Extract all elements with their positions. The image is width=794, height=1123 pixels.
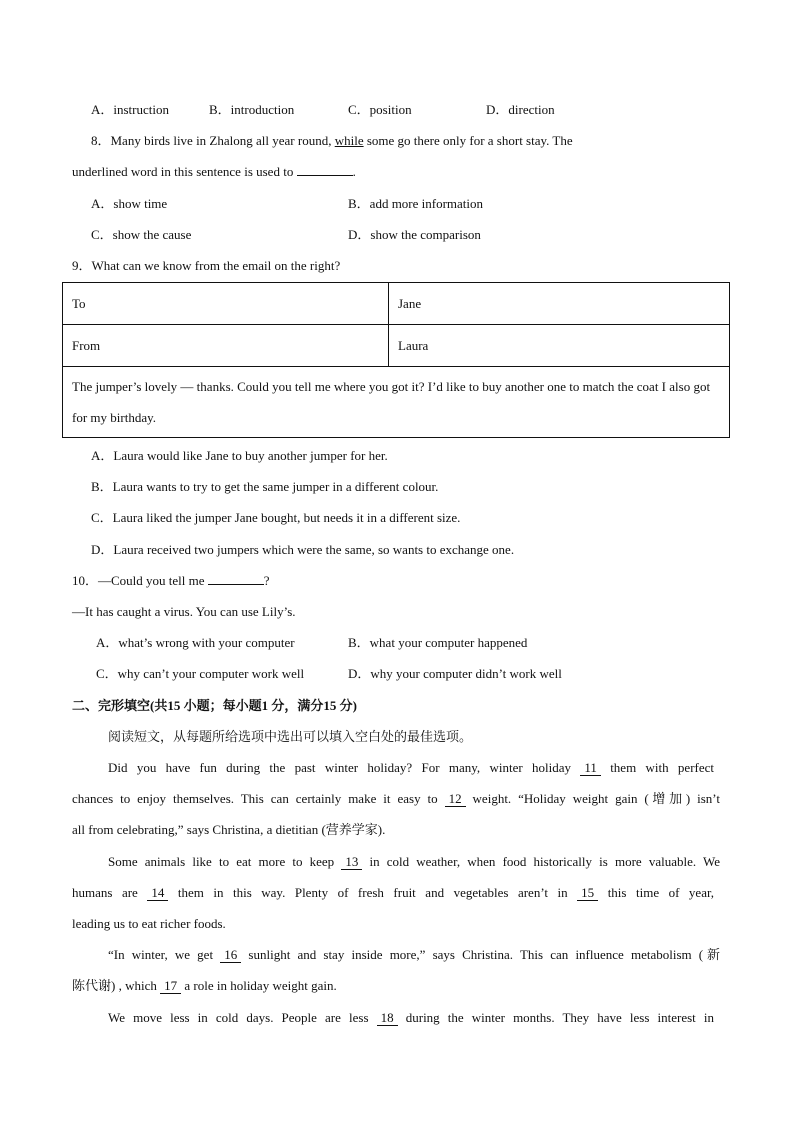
- q8-option-c[interactable]: C．show the cause: [91, 227, 192, 242]
- passage-line: humans are 14 them in this way. Plenty of fresh fruit and vegetables aren’t in 15 this time of year,: [72, 885, 715, 900]
- email-to-label: To: [63, 283, 389, 325]
- q8-option-d[interactable]: D．show the comparison: [348, 227, 481, 242]
- blank-13[interactable]: 13: [341, 855, 362, 870]
- passage-line: all from celebrating,” says Christina, a dietitian (营养学家).: [72, 822, 386, 837]
- blank-17[interactable]: 17: [160, 979, 181, 994]
- passage-line: chances to enjoy themselves. This can certainly make it easy to 12 weight. “Holiday weight gain (增加) isn’t: [72, 791, 720, 806]
- blank-18[interactable]: 18: [377, 1011, 398, 1026]
- q8-option-b[interactable]: B．add more information: [348, 196, 484, 211]
- q10-option-d[interactable]: D．why your computer didn’t work well: [348, 666, 562, 681]
- email-from-value: Laura: [389, 325, 730, 367]
- q8-stem: 8．Many birds live in Zhalong all year round, while some go there only for a short stay. The: [91, 133, 573, 148]
- q10-stem: 10．—Could you tell me ?: [72, 573, 270, 588]
- blank-16[interactable]: 16: [220, 948, 241, 963]
- blank-15[interactable]: 15: [577, 886, 598, 901]
- passage-line: Some animals like to eat more to keep 13 in cold weather, when food historically is more valuable. We: [108, 854, 721, 869]
- email-from-label: From: [63, 325, 389, 367]
- q9-option-a[interactable]: A．Laura would like Jane to buy another jumper for her.: [91, 448, 388, 463]
- answer-blank: [297, 175, 353, 176]
- underlined-word: while: [334, 133, 364, 148]
- q7-option-b[interactable]: B．introduction: [209, 102, 295, 117]
- passage-line: 陈代谢) , which 17 a role in holiday weight gain.: [72, 978, 337, 993]
- q7-option-c[interactable]: C．position: [348, 102, 412, 117]
- blank-12[interactable]: 12: [445, 792, 466, 807]
- email-body: The jumper’s lovely — thanks. Could you tell me where you got it? I’d like to buy another one to match the coat I also got for my birthday.: [63, 367, 730, 438]
- q10-option-b[interactable]: B．what your computer happened: [348, 635, 528, 650]
- answer-blank: [208, 584, 264, 585]
- q8-stem-line2: underlined word in this sentence is used to .: [72, 164, 356, 179]
- blank-14[interactable]: 14: [147, 886, 168, 901]
- q9-stem: 9．What can we know from the email on the right?: [72, 258, 341, 273]
- q9-option-d[interactable]: D．Laura received two jumpers which were the same, so wants to exchange one.: [91, 542, 515, 557]
- passage-line: We move less in cold days. People are less 18 during the winter months. They have less interest in: [108, 1010, 714, 1025]
- q9-option-b[interactable]: B．Laura wants to try to get the same jumper in a different colour.: [91, 479, 439, 494]
- section-instruction: 阅读短文，从每题所给选项中选出可以填入空白处的最佳选项。: [108, 729, 473, 744]
- passage-line: leading us to eat richer foods.: [72, 916, 226, 931]
- q9-option-c[interactable]: C．Laura liked the jumper Jane bought, but needs it in a different size.: [91, 510, 461, 525]
- q10-option-c[interactable]: C．why can’t your computer work well: [96, 666, 305, 681]
- q8-option-a[interactable]: A．show time: [91, 196, 168, 211]
- email-to-value: Jane: [389, 283, 730, 325]
- q7-option-a[interactable]: A．instruction: [91, 102, 169, 117]
- section-heading: 二、完形填空(共15 小题；每小题1 分，满分15 分): [72, 698, 357, 713]
- q7-option-d[interactable]: D．direction: [486, 102, 555, 117]
- q10-option-a[interactable]: A．what’s wrong with your computer: [96, 635, 295, 650]
- passage-line: “In winter, we get 16 sunlight and stay inside more,” says Christina. This can influence metabolism (新: [108, 947, 721, 962]
- passage-line: Did you have fun during the past winter holiday? For many, winter holiday 11 them with perfect: [108, 760, 715, 775]
- q10-reply: —It has caught a virus. You can use Lily’s.: [72, 604, 296, 619]
- email-table: [62, 282, 730, 438]
- blank-11[interactable]: 11: [580, 761, 601, 776]
